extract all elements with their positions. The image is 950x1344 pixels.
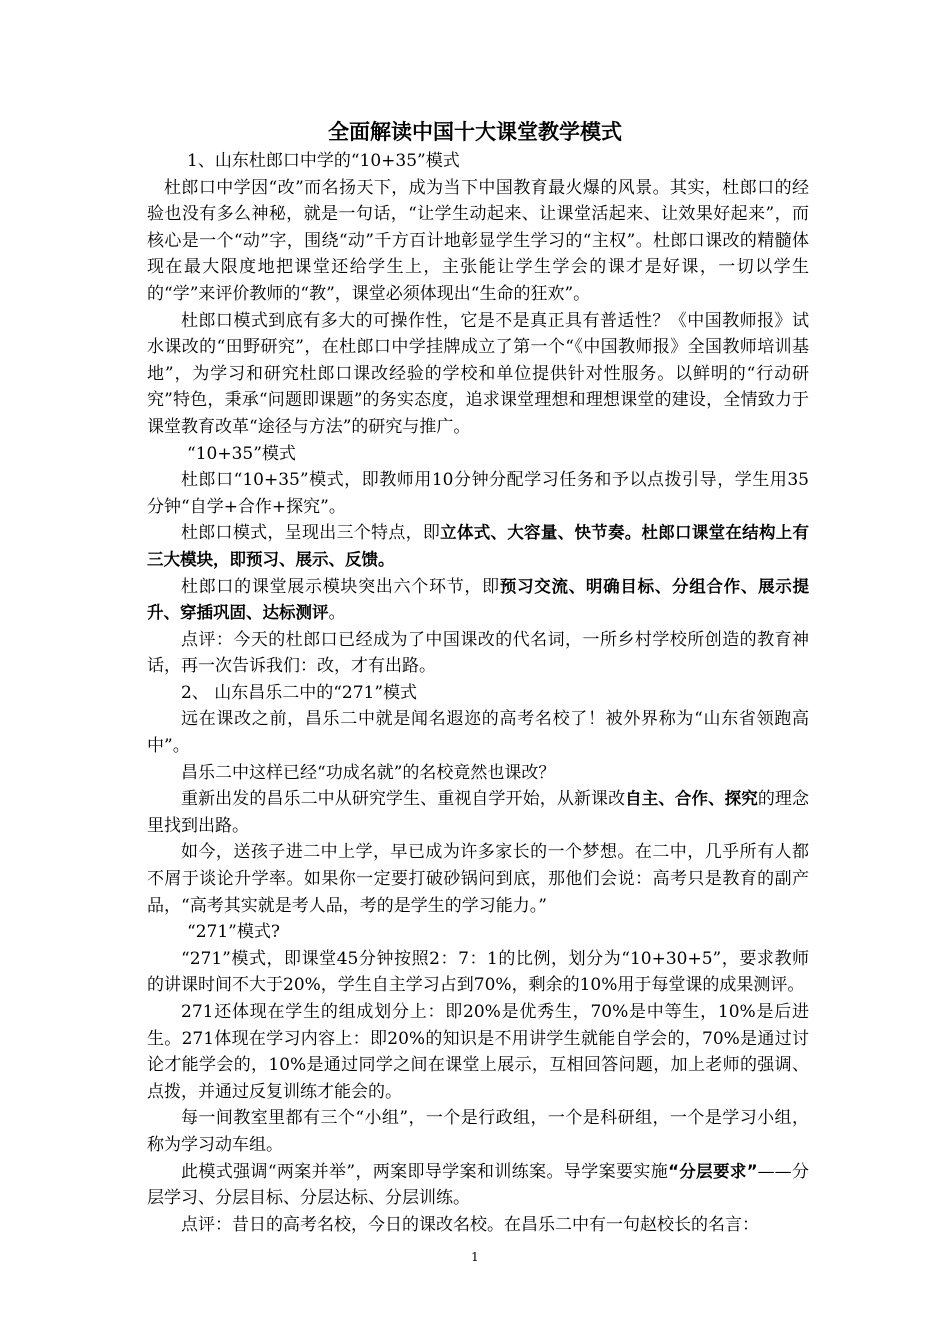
paragraph	[147, 1105, 809, 1158]
paragraph	[147, 627, 809, 680]
text-run: 1、山东杜郎口中学的“10+35”模式	[187, 151, 460, 171]
paragraph	[147, 946, 809, 999]
text-run: 杜郎口的课堂展示模块突出六个环节，即	[181, 576, 500, 597]
paragraph	[147, 786, 809, 839]
paragraph	[147, 999, 809, 1105]
paragraph	[147, 574, 809, 627]
text-run: 点评：昔日的高考名校，今日的课改名校。在昌乐二中有一句赵校长的名言：	[181, 1214, 759, 1235]
text-run: 远在课改之前，昌乐二中就是闻名遐迩的高考名校了！被外界称为“山东省领跑高中”。	[147, 709, 809, 757]
paragraph	[147, 706, 809, 759]
bold-text-run: “分层要求”	[668, 1161, 758, 1181]
document-title: 全面解读中国十大课堂教学模式	[328, 120, 622, 144]
paragraph	[147, 1212, 809, 1239]
paragraph	[147, 1159, 809, 1212]
text-run: 点评：今天的杜郎口已经成为了中国课改的代名词，一所乡村学校所创造的教育神话，再一次告诉我们：改，才有出路。	[147, 629, 809, 677]
paragraph	[147, 520, 809, 573]
paragraph	[147, 467, 809, 520]
document-body	[147, 148, 809, 1238]
text-run: 如今，送孩子进二中上学，早已成为许多家长的一个梦想。在二中，几乎所有人都不屑于谈论升学率。如果你一定要打破砂锅问到底，那他们会说：高考只是教育的副产品，“高考其实就是考人品，考的是学生的学习能力。”	[147, 842, 809, 916]
text-run: “271”模式，即课堂45分钟按照2：7：1的比例，划分为“10+30+5”，要求教师的讲课时间不大于20%，学生自主学习占到70%，剩余的10%用于每堂课的成果测评。	[147, 948, 809, 996]
paragraph	[147, 148, 809, 175]
text-run: 271还体现在学生的组成划分上：即20%是优秀生，70%是中等生，10%是后进生。271体现在学习内容上：即20%的知识是不用讲学生就能自学会的，70%是通过讨论才能学会的，10%是通过同学之间在课堂上展示，互相回答问题，加上老师的强调、点拨，并通过反复训练才能会的。	[147, 1002, 809, 1102]
paragraph	[147, 680, 809, 707]
page-number: 1	[471, 1250, 479, 1264]
text-run: “10+35”模式	[187, 443, 296, 464]
text-run: 此模式强调“两案并举”，两案即导学案和训练案。导学案要实施	[181, 1161, 669, 1182]
text-run: 杜郎口中学因“改”而名扬天下，成为当下中国教育最火爆的风景。其实，杜郎口的经验也没有多么神秘，就是一句话，“让学生动起来、让课堂活起来、让效果好起来”，而核心是一个“动”字，围绕“动”千方百计地彰显学生学习的“主权”。杜郎口课改的精髓体现在最大限度地把课堂还给学生上，主张能让学生学会的课才是好课，一切以学生的“学”来评价教师的“教”，课堂必须体现出“生命的狂欢”。	[147, 177, 809, 304]
bold-text-run: 预习交流、明确目标、分组合作、展示提升、穿插巩固、达标测评	[147, 576, 810, 623]
paragraph	[147, 839, 809, 919]
text-run: 。	[328, 603, 346, 624]
bold-text-run: 自主、合作、探究	[625, 789, 758, 809]
paragraph	[147, 441, 809, 468]
paragraph	[147, 760, 809, 787]
text-run: “271”模式?	[187, 922, 280, 943]
text-run: 杜郎口模式，呈现出三个特点，即	[181, 523, 441, 544]
paragraph	[147, 308, 809, 441]
bold-text-run: 立体式、大容量、快节奏。杜郎口课堂在结构上有三大模块，即预习、展示、反馈。	[147, 523, 810, 569]
text-run: 的理念里找到出路。	[147, 789, 810, 836]
text-run: 昌乐二中这样已经“功成名就”的名校竟然也课改？	[181, 762, 556, 783]
text-run: 杜郎口模式到底有多大的可操作性，它是不是真正具有普适性？《中国教师报》试水课改的“田野研究”，在杜郎口中学挂牌成立了第一个“《中国教师报》全国教师培训基地”，为学习和研究杜郎口课改经验的学校和单位提供针对性服务。以鲜明的“行动研究”特色，秉承“问题即课题”的务实态度，追求课堂理想和理想课堂的建设，全情致力于课堂教育改革“途径与方法”的研究与推广。	[147, 310, 809, 437]
paragraph	[147, 919, 809, 946]
text-run: 杜郎口“10+35”模式，即教师用10分钟分配学习任务和予以点拨引导，学生用35分钟“自学+合作+探究”。	[147, 470, 809, 517]
text-run: ——分层学习、分层目标、分层达标、分层训练。	[147, 1161, 809, 1209]
text-run: 2、 山东昌乐二中的“271”模式	[181, 682, 418, 703]
paragraph	[147, 175, 809, 308]
text-run: 重新出发的昌乐二中从研究学生、重视自学开始，从新课改	[181, 789, 626, 810]
text-run: 每一间教室里都有三个“小组”，一个是行政组，一个是科研组，一个是学习小组，称为学习动车组。	[147, 1108, 809, 1155]
